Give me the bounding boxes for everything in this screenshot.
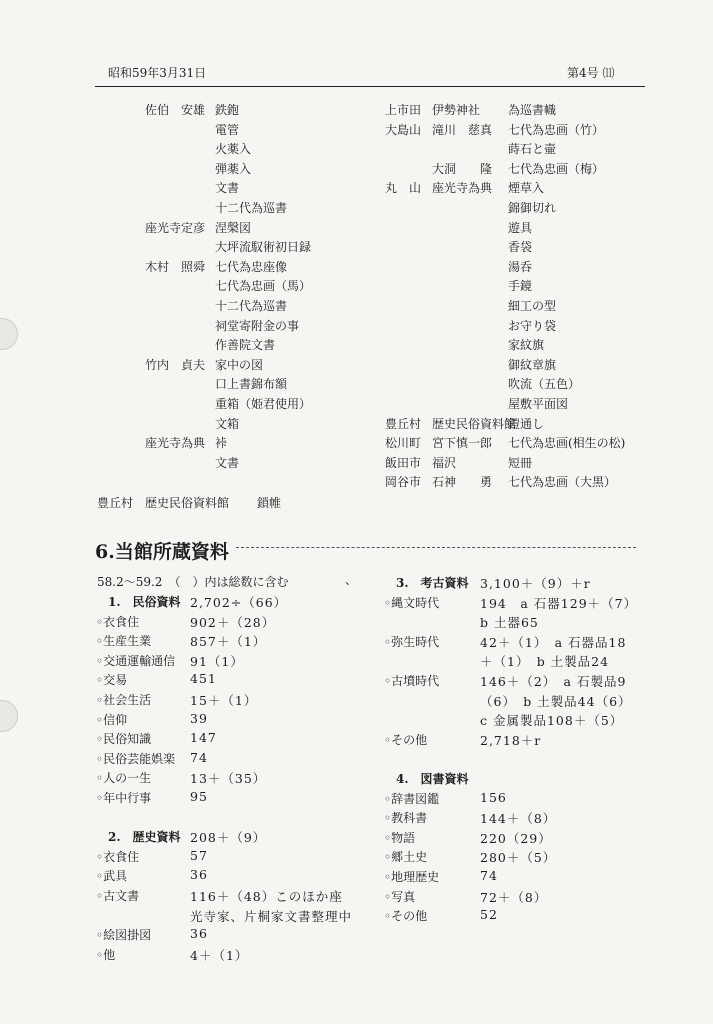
holdings-value: 光寺家、片桐家文書整理中 [190, 908, 353, 924]
holdings-value: ＋（1） b 土製品24 [480, 654, 610, 670]
holdings-value: 39 [190, 710, 208, 726]
holdings-value: 156 [480, 789, 507, 805]
holdings-value: 15＋（1） [190, 693, 258, 708]
holdings-label: ◦交通運輸通信 [96, 653, 176, 668]
loan-item: 七代為忠画（竹） [508, 122, 605, 137]
section-title: 6.当館所蔵資料 [95, 541, 229, 563]
loan-item: 錦御切れ [508, 201, 557, 215]
loan-item: 湯呑 [508, 259, 533, 274]
loan-owner: 豊丘村 歴史民俗資料館 [97, 496, 230, 510]
holdings-value: b 土器65 [480, 615, 539, 631]
holdings-value: 451 [190, 671, 217, 687]
holdings-label: ◦交易 [96, 673, 128, 688]
holdings-heading-label: 4. 図書資料 [396, 772, 469, 786]
loan-item: 為巡書幟 [508, 103, 557, 117]
holdings-value: c 金属製品108＋（5） [480, 713, 624, 729]
loan-item: 蒔石と壷 [508, 142, 557, 157]
header-date: 昭和59年3月31日 [108, 66, 207, 80]
holdings-label: ◦絵図掛図 [96, 928, 152, 943]
holdings-label: ◦辞書図鑑 [384, 791, 440, 806]
holdings-label: ◦社会生活 [96, 693, 152, 707]
loan-item: 家紋旗 [508, 338, 545, 353]
loan-item: 鉄鉋 [215, 103, 240, 117]
holdings-label: ◦物語 [384, 830, 416, 845]
loan-owner: 座光寺為典 [145, 436, 206, 451]
holdings-heading-label: 2. 歴史資料 [108, 830, 181, 845]
holdings-label: ◦古墳時代 [384, 674, 440, 688]
loan-item: 屋敷平面図 [508, 397, 569, 411]
loan-item: 遊具 [508, 220, 533, 235]
holdings-value: 208＋（9） [190, 830, 267, 846]
holdings-label: ◦衣食住 [96, 614, 140, 629]
section-period: 58.2〜59.2 （ ）内は総数に含む [97, 575, 289, 589]
section-mark: 、 [345, 573, 358, 587]
loan-item: 吹流（五色） [508, 377, 581, 392]
holdings-value: 146＋（2） a 石製品9 [480, 674, 627, 689]
loan-item: 重箱（姫君使用） [215, 397, 312, 411]
loan-owner: 福沢 [432, 455, 457, 470]
holdings-value: 57 [190, 847, 208, 863]
loan-item: 大坪流馭術初日録 [215, 240, 312, 255]
holdings-value: 36 [190, 867, 208, 883]
holdings-value: 4＋（1） [190, 947, 249, 963]
loan-item: 祠堂寄附金の事 [215, 318, 300, 333]
loan-item: 口上書錦布額 [215, 377, 288, 392]
holdings-label: ◦人の一生 [96, 771, 152, 786]
loan-item: 弾薬入 [215, 161, 252, 176]
loan-owner: 滝川 慈真 [432, 122, 493, 137]
holdings-label: ◦弥生時代 [384, 634, 440, 649]
holdings-label: ◦生産生業 [96, 634, 152, 649]
loan-owner: 大洞 隆 [432, 161, 493, 176]
holdings-value: 36 [190, 926, 208, 942]
loan-item: 七代為忠画（馬） [215, 279, 312, 294]
holdings-label: ◦その他 [384, 909, 428, 924]
loan-item: 文書 [215, 181, 240, 196]
holdings-value: 91（1） [190, 653, 244, 669]
loan-item: 涅槃図 [215, 220, 252, 235]
loan-owner: 歴史民俗資料館 [432, 416, 517, 431]
loan-place: 丸 山 [385, 181, 422, 196]
loan-item: 十二代為巡書 [215, 299, 288, 313]
loan-item: 香袋 [508, 240, 533, 255]
holdings-label: ◦古文書 [96, 889, 140, 903]
loan-item: 細工の型 [508, 299, 557, 313]
loan-owner: 座光寺為典 [432, 181, 493, 196]
binder-hole-bottom [0, 700, 18, 732]
holdings-value: 902＋（28） [190, 614, 276, 630]
loan-item: 裃 [215, 436, 228, 451]
holdings-value: 147 [190, 730, 217, 746]
holdings-value: 74 [190, 749, 208, 765]
loan-owner: 石神 勇 [432, 475, 493, 490]
loan-item: 電管 [215, 122, 240, 137]
loan-place: 大島山 [385, 122, 422, 137]
holdings-label: ◦写真 [384, 889, 416, 904]
holdings-value: 2,702÷（66） [190, 595, 288, 610]
loan-place: 上市田 [385, 103, 422, 117]
holdings-heading-label: 1. 民俗資料 [108, 595, 181, 609]
loan-item: 文箱 [215, 416, 240, 431]
holdings-label: ◦他 [96, 947, 116, 962]
loan-item: 作善院文書 [215, 338, 276, 353]
holdings-value: 74 [480, 868, 498, 883]
holdings-label: ◦民俗知識 [96, 732, 152, 747]
holdings-value: 194 a 石器129＋（7） [480, 595, 638, 611]
holdings-value: 13＋（35） [190, 771, 267, 787]
loan-place: 岡谷市 [385, 475, 422, 490]
loan-item: 煙草入 [508, 181, 545, 196]
loan-item: 七代為忠画（大黒） [508, 475, 617, 490]
holdings-value: 857＋（1） [190, 634, 267, 650]
loan-owner: 伊勢神社 [432, 103, 481, 117]
loan-owner: 座光寺定彦 [145, 220, 206, 235]
holdings-value: 42＋（1） a 石器品18 [480, 634, 627, 650]
loan-place: 松川町 [385, 436, 422, 451]
loan-item: 鎖帷 [257, 496, 282, 510]
holdings-value: 220（29） [480, 830, 552, 846]
loan-item: 七代為忠画(相生の松) [508, 436, 626, 451]
holdings-heading-label: 3. 考古資料 [396, 576, 469, 590]
holdings-value: 2,718＋r [480, 732, 542, 748]
holdings-value: 3,100＋（9）＋r [480, 576, 591, 591]
loan-item: 十二代為巡書 [215, 201, 288, 215]
holdings-label: ◦民俗芸能娯楽 [96, 751, 176, 766]
loan-owner: 竹内 貞夫 [145, 357, 206, 372]
holdings-label: ◦地理歴史 [384, 870, 440, 884]
holdings-label: ◦年中行事 [96, 791, 152, 805]
holdings-value: 116＋（48）このほか座 [190, 889, 343, 904]
holdings-value: 95 [190, 789, 208, 804]
loan-owner: 佐伯 安雄 [145, 103, 206, 117]
holdings-label: ◦郷土史 [384, 850, 428, 865]
loan-owner: 宮下慎一郎 [432, 436, 493, 451]
holdings-label: ◦信仰 [96, 712, 128, 727]
loan-item: 火薬入 [215, 142, 252, 157]
holdings-value: 52 [480, 907, 498, 923]
holdings-label: ◦その他 [384, 732, 428, 747]
loan-place: 豊丘村 [385, 416, 422, 431]
header-rule [95, 86, 645, 87]
holdings-label: ◦衣食住 [96, 849, 140, 864]
loan-item: 御紋章旗 [508, 357, 557, 372]
loan-item: 七代為忠座像 [215, 259, 288, 274]
loan-owner: 木村 照舜 [145, 259, 206, 274]
holdings-label: ◦縄文時代 [384, 595, 440, 610]
holdings-value: 280＋（5） [480, 850, 557, 866]
header-issue: 第4号 ⑾ [567, 66, 615, 80]
binder-hole-top [0, 318, 18, 350]
holdings-label: ◦武具 [96, 869, 128, 884]
holdings-label: ◦教科書 [384, 811, 428, 826]
holdings-value: 144＋（8） [480, 811, 557, 827]
loan-item: 鎧通し [508, 416, 545, 431]
holdings-value: 72＋（8） [480, 889, 548, 905]
loan-item: 七代為忠画（梅） [508, 161, 605, 176]
loan-item: 手鏡 [508, 279, 533, 294]
loan-item: お守り袋 [508, 318, 557, 333]
loan-place: 飯田市 [385, 455, 422, 470]
loan-item: 短冊 [508, 455, 533, 470]
holdings-value: （6） b 土製品44（6） [480, 693, 632, 709]
loan-item: 文書 [215, 455, 240, 470]
loan-item: 家中の図 [215, 357, 264, 372]
section-leader-dots [236, 547, 636, 548]
